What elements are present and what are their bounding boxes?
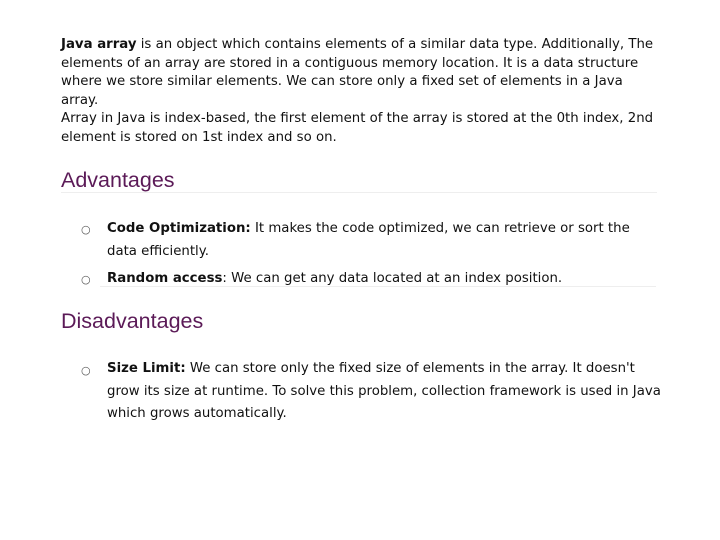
advantage-term: Code Optimization: [107, 221, 251, 236]
disadvantages-heading: Disadvantages [61, 309, 204, 333]
advantage-text: : We can get any data located at an index position. [222, 271, 563, 286]
disadvantage-item-size-limit [107, 358, 663, 426]
advantage-item-code-optimization [107, 217, 663, 263]
index-paragraph: Array in Java is index-based, the first element of the array is stored at the 0th index, 2nd element is stored on 1st index and so on. [61, 111, 654, 145]
bullet-icon: ○ [81, 223, 91, 236]
bullet-icon: ○ [81, 364, 91, 377]
advantage-text: It makes the code optimized, we can retrieve or sort the data efficiently. [107, 221, 630, 259]
disadvantage-text: We can store only the fixed size of elements in the array. It doesn't grow its size at runtime. To solve this problem, collection framework is used in Java which grows automatically. [107, 361, 661, 421]
intro-paragraph [61, 36, 661, 110]
java-array-term: Java array [61, 37, 137, 52]
disadvantage-term: Size Limit: [107, 361, 186, 376]
advantages-heading: Advantages [61, 168, 175, 192]
advantages-divider [61, 192, 657, 193]
list-divider [100, 286, 656, 287]
intro-text: is an object which contains elements of a similar data type. Additionally, The elements of an array are stored in a contiguous memory location. It is a data structure where we store similar elements. We can store only a fixed set of elements in a Java array. [61, 37, 654, 108]
bullet-icon: ○ [81, 273, 91, 286]
advantage-term: Random access [107, 271, 223, 286]
